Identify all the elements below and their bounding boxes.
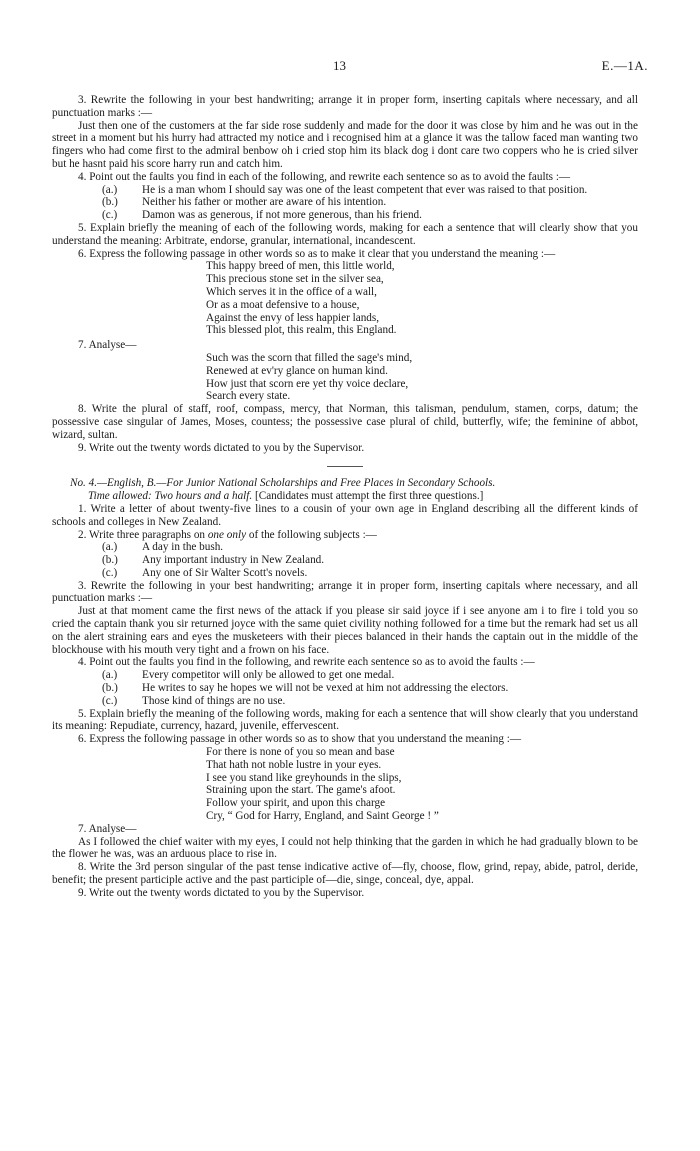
poem-line: Or as a moat defensive to a house, bbox=[206, 298, 360, 311]
poem-line: This happy breed of men, this little world, bbox=[206, 260, 395, 273]
page-number: 13 bbox=[333, 58, 346, 73]
question-5-prompt: 5. Explain briefly the meaning of each of the following words, making for each a sentence that will clearly show that you understand the meaning: Arbitrate, endorse, granular, international, incandescent. bbox=[52, 221, 638, 247]
question-6-prompt-b: 6. Express the following passage in other words so as to show that you understand the meaning :— bbox=[78, 733, 522, 746]
question-4-prompt: 4. Point out the faults you find in each of the following, and rewrite each sentence so as to avoid the faults :— bbox=[78, 170, 571, 183]
question-7-prompt-b: 7. Analyse— bbox=[78, 822, 137, 835]
question-8-prompt-b: 8. Write the 3rd person singular of the past tense indicative active of—fly, choose, flow, grind, repay, abide, patrol, deride, benefit; the present participle active and the past participle of—die, singe, conceal, dye, appal. bbox=[52, 861, 638, 887]
question-9-prompt: 9. Write out the twenty words dictated to you by the Supervisor. bbox=[78, 441, 365, 454]
question-7-prompt: 7. Analyse— bbox=[78, 339, 137, 352]
list-item: (b.) Neither his father or mother are aware of his intention. bbox=[102, 196, 387, 209]
poem-line: Which serves it in the office of a wall, bbox=[206, 285, 377, 298]
list-item: (b.) Any important industry in New Zealand. bbox=[102, 554, 325, 567]
question-9-prompt-b: 9. Write out the twenty words dictated to you by the Supervisor. bbox=[78, 886, 365, 899]
question-4-items-b bbox=[52, 669, 638, 707]
poem-line: For there is none of you so mean and base bbox=[206, 746, 395, 759]
poem-line: Renewed at ev'ry glance on human kind. bbox=[206, 364, 388, 377]
time-allowed: Time allowed: Two hours and a half. bbox=[88, 490, 253, 503]
page-header bbox=[0, 58, 700, 74]
question-3-prompt-b: 3. Rewrite the following in your best handwriting; arrange it in proper form, inserting capitals where necessary, and all punctuation marks :— bbox=[52, 579, 638, 605]
question-6-poem bbox=[52, 260, 638, 337]
poem-line: This blessed plot, this realm, this England. bbox=[206, 324, 397, 337]
question-6-poem-b bbox=[52, 746, 638, 823]
poem-line: Search every state. bbox=[206, 390, 291, 403]
poem-line: Cry, “ God for Harry, England, and Saint George ! ” bbox=[206, 810, 439, 823]
question-2-prompt: 2. Write three paragraphs on one only of the following subjects :— bbox=[78, 528, 377, 541]
list-item: (c.) Those kind of things are no use. bbox=[102, 694, 286, 707]
poem-line: That hath not noble lustre in your eyes. bbox=[206, 758, 382, 771]
poem-line: Follow your spirit, and upon this charge bbox=[206, 797, 386, 810]
question-5-prompt-b: 5. Explain briefly the meaning of the following words, making for each a sentence that will show clearly that you understand its meaning: Repudiate, currency, hazard, juvenile, effervescent. bbox=[52, 707, 638, 733]
candidates-note: [Candidates must attempt the first three questions.] bbox=[255, 490, 484, 503]
question-3-passage-b: Just at that moment came the first news of the attack if you please sir said joyce if i see anyone am i to fire i told you so cried the captain thank you sir returned joyce with the same quiet civility nothing followed for a time but the remark had set us all on the alert straining ears and eyes the musketeers with their pieces balanced in their hands the captain out in the middle of the blockhouse with his mouth very tight and a frown on his face. bbox=[52, 605, 638, 656]
question-4-prompt-b: 4. Point out the faults you find in the following, and rewrite each sentence so as to avoid the faults :— bbox=[78, 656, 535, 669]
poem-line: This precious stone set in the silver sea, bbox=[206, 273, 384, 286]
question-3-prompt: 3. Rewrite the following in your best handwriting; arrange it in proper form, inserting capitals where necessary, and all punctuation marks :— bbox=[52, 94, 638, 119]
question-7-poem bbox=[52, 352, 638, 403]
question-2-items bbox=[52, 541, 638, 579]
question-1-prompt: 1. Write a letter of about twenty-five lines to a cousin of your own age in England describing all the different kinds of schools and colleges in New Zealand. bbox=[52, 502, 638, 528]
section-divider bbox=[327, 466, 363, 467]
poem-line: Such was the scorn that filled the sage's mind, bbox=[206, 351, 413, 364]
list-item: (b.) He writes to say he hopes we will not be vexed at him not addressing the electors. bbox=[102, 682, 509, 695]
question-3-passage: Just then one of the customers at the far side rose suddenly and made for the door it was close by him and he was out in the street in a moment but his hurry had attracted my notice and i recognised him at a glance it was the tallow faced man wanting two fingers who had come first to the admiral benbow oh i cried stop him its black dog i dont care two coppers who he is cried silver but he hasnt paid his score harry run and catch him. bbox=[52, 119, 638, 170]
document-reference: E.—1A. bbox=[601, 58, 648, 73]
list-item: (a.) He is a man whom I should say was one of the least competent that ever was raised to that position. bbox=[102, 183, 588, 196]
poem-line: Straining upon the start. The game's afoot. bbox=[206, 784, 396, 797]
list-item: (c.) Damon was as generous, if not more generous, than his friend. bbox=[102, 209, 422, 222]
section-subtitle bbox=[88, 490, 638, 503]
section-title: No. 4.—English, B.—For Junior National Scholarships and Free Places in Secondary Schools. bbox=[70, 477, 496, 490]
list-item: (a.) A day in the bush. bbox=[102, 541, 224, 554]
page-body bbox=[52, 94, 638, 900]
question-4-items bbox=[52, 184, 638, 222]
question-8-prompt: 8. Write the plural of staff, roof, compass, mercy, that Norman, this talisman, pendulum, stamen, corps, datum; the possessive case singular of James, Moses, countess; the possessive case plural of child, butterfly, wife; the feminine of abbot, wizard, sultan. bbox=[52, 403, 638, 441]
question-7-passage-b: As I followed the chief waiter with my eyes, I could not help thinking that the garden in which he had gradually blown to be the flower he was, was an arduous place to rise in. bbox=[52, 835, 638, 861]
poem-line: How just that scorn ere yet thy voice declare, bbox=[206, 377, 409, 390]
poem-line: Against the envy of less happier lands, bbox=[206, 311, 380, 324]
list-item: (c.) Any one of Sir Walter Scott's novels. bbox=[102, 566, 308, 579]
poem-line: I see you stand like greyhounds in the slips, bbox=[206, 771, 402, 784]
question-6-prompt: 6. Express the following passage in other words so as to make it clear that you understand the meaning :— bbox=[78, 247, 556, 260]
list-item: (a.) Every competitor will only be allowed to get one medal. bbox=[102, 669, 395, 682]
